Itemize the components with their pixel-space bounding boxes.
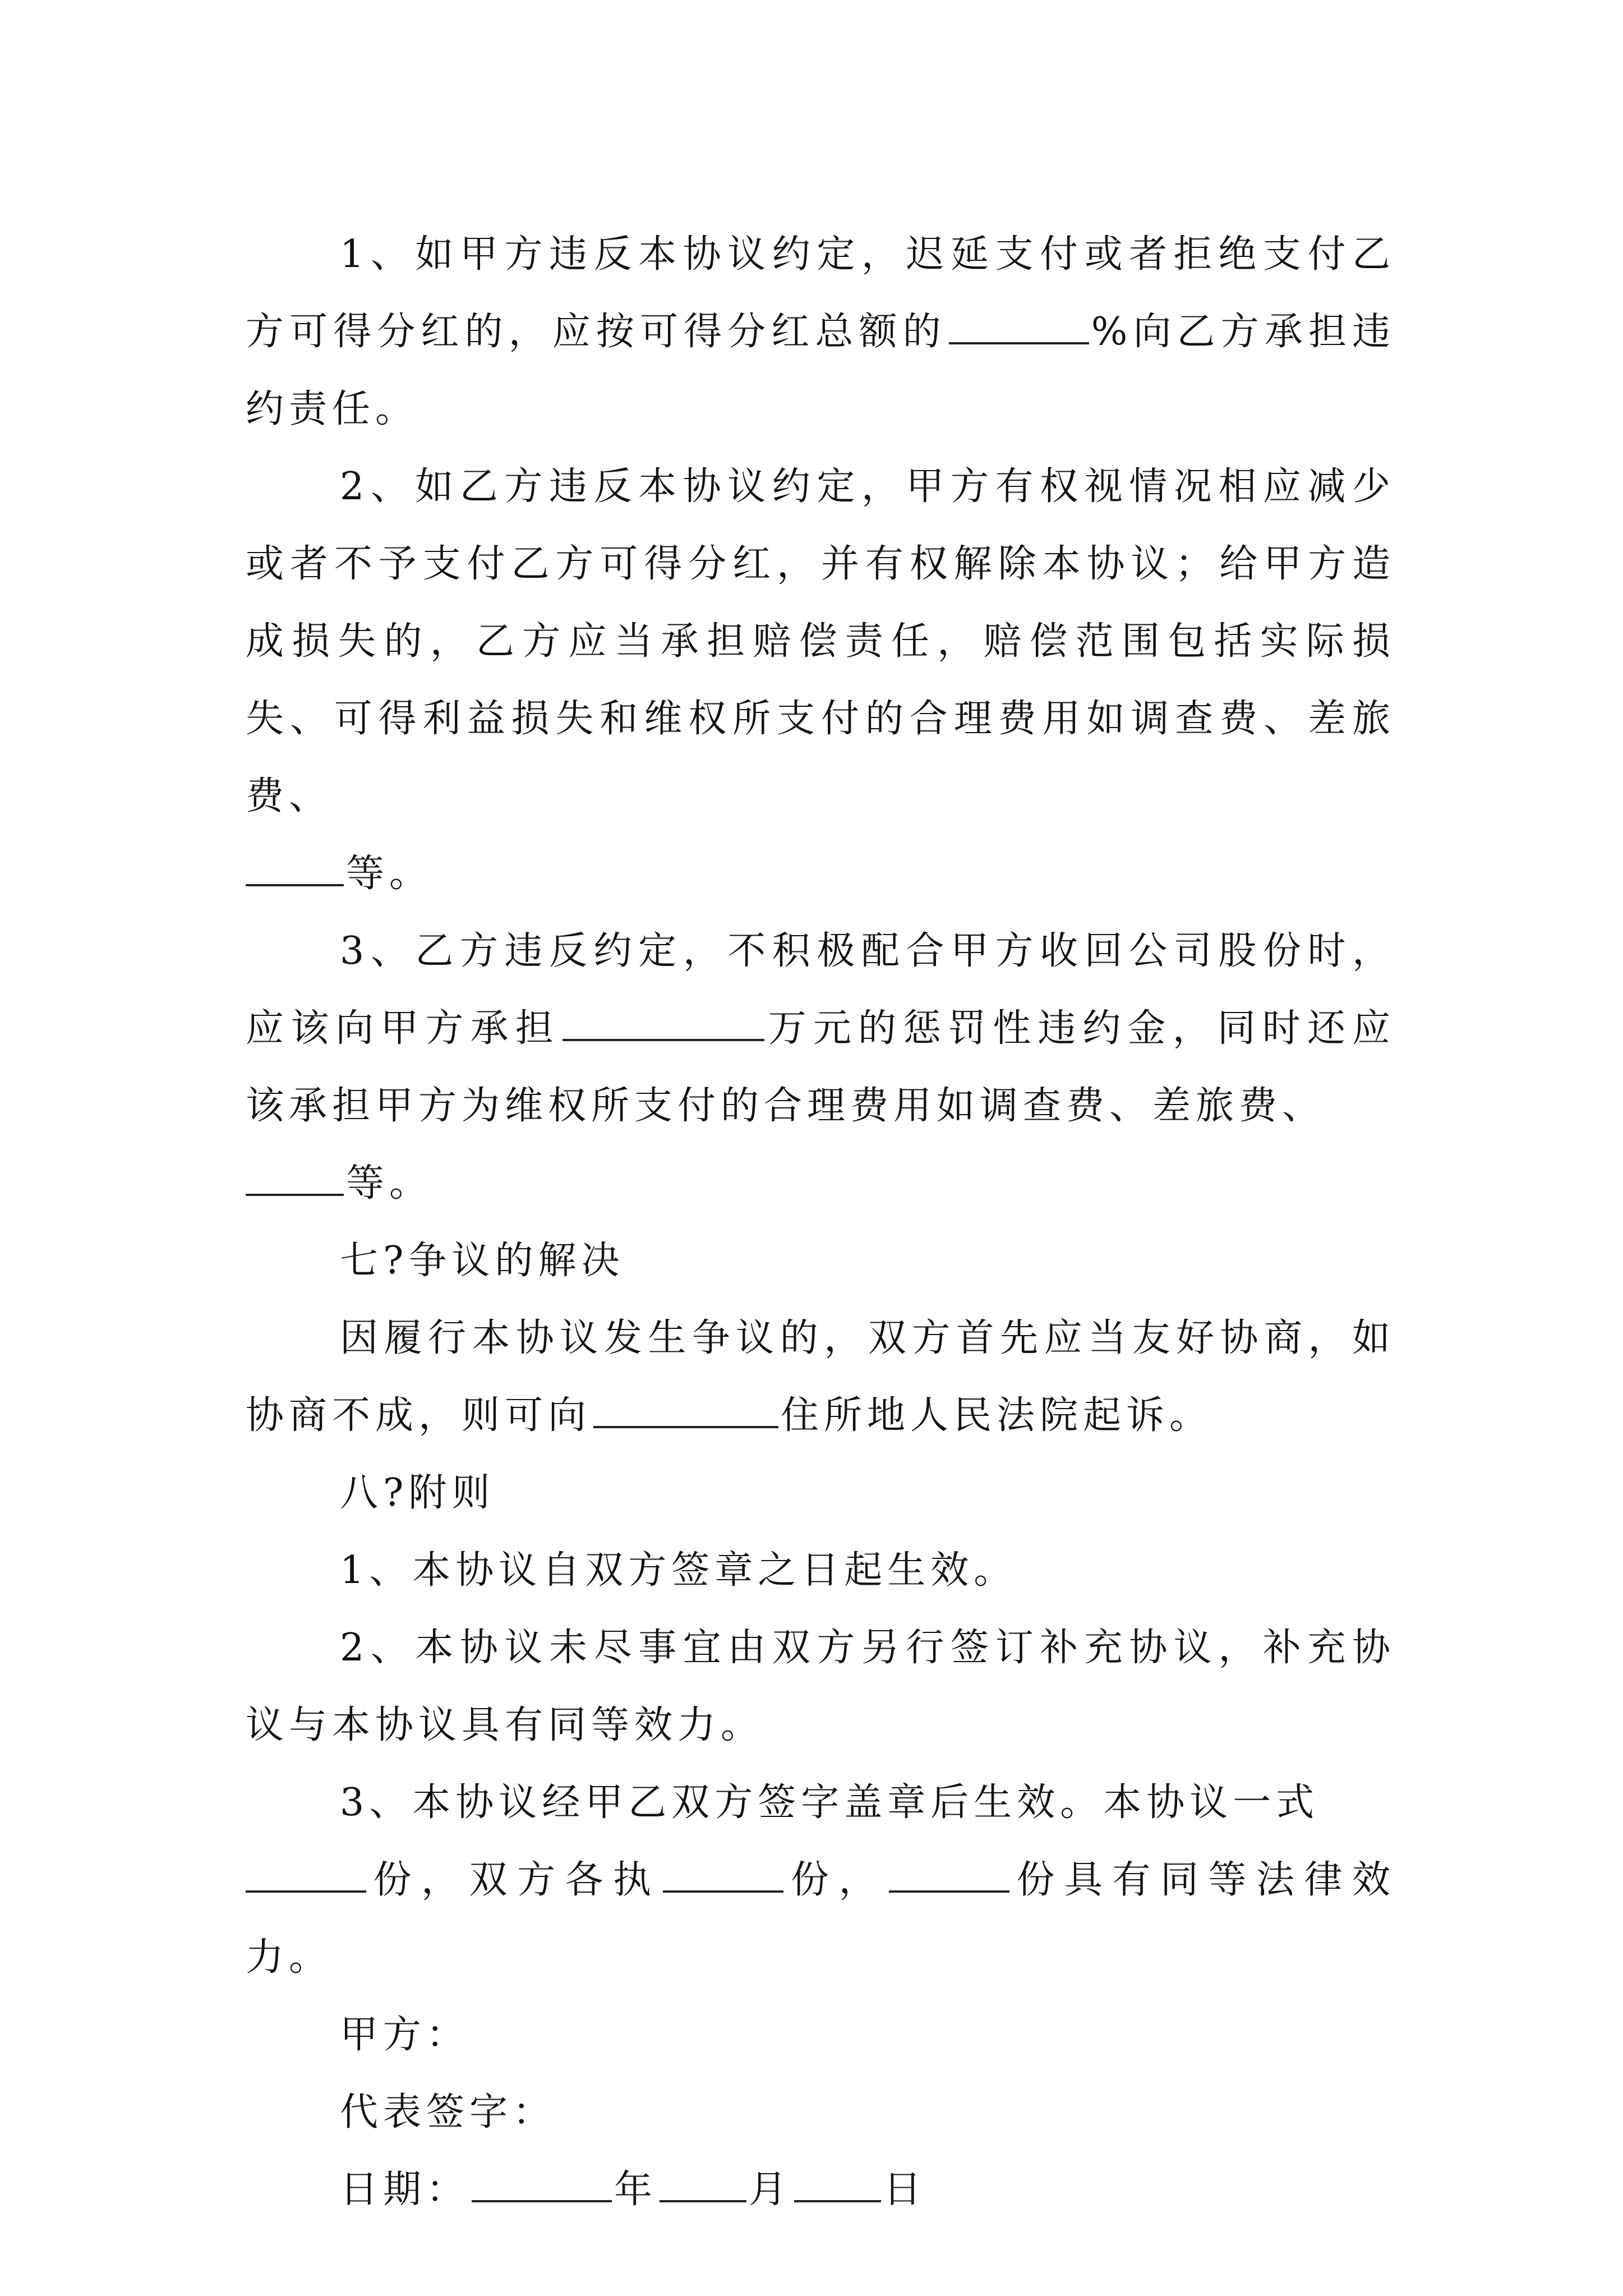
supplementary-3-text: 3、本协议经甲乙双方签字盖章后生效。本协议一式 [340, 1780, 1320, 1825]
document-body [246, 216, 1395, 2229]
total-copies-blank [246, 1859, 366, 1893]
percent-blank [949, 311, 1089, 344]
clause-paragraph-1 [246, 216, 1395, 448]
clause-3-text: 3、乙方违反约定，不积极配合甲方收回公司股份时，应该向甲方承担 [246, 929, 1395, 1051]
clause-paragraph-3 [246, 913, 1395, 1222]
other-expenses-blank [246, 853, 344, 886]
court-location-blank [593, 1395, 778, 1428]
representative-signature-label: 代表签字： [340, 2090, 556, 2134]
day-blank [794, 2169, 881, 2202]
clause-1-tail: %向乙方承担违约责任。 [246, 310, 1395, 431]
supplementary-clause-3 [246, 1764, 1395, 1996]
clause-2-tail: 等。 [346, 852, 433, 896]
party-a-label: 甲方： [340, 2013, 470, 2057]
section-heading-dispute: 七?争议的解决 [340, 1239, 625, 1283]
supplementary-3-tail: 份具有同等法律效力。 [246, 1858, 1395, 1980]
clause-3-middle: 万元的惩罚性违约金，同时还应该承担甲方为维权所支付的合理费用如调查费、差旅费、 [246, 1006, 1395, 1128]
section-heading-supplementary: 八?附则 [340, 1471, 495, 1515]
other-expenses-blank-2 [246, 1162, 344, 1196]
date-line [246, 2151, 1395, 2229]
supplementary-3-part3: 份， [786, 1858, 887, 1902]
each-party-copies-blank [663, 1859, 783, 1893]
penalty-amount-blank [562, 1007, 764, 1041]
dispute-paragraph [246, 1300, 1395, 1455]
month-blank [660, 2169, 746, 2202]
clause-1-text: 1、如甲方违反本协议约定，迟延支付或者拒绝支付乙方可得分红的，应按可得分红总额的 [246, 232, 1395, 354]
clause-paragraph-2 [246, 448, 1395, 913]
clause-3-tail: 等。 [346, 1161, 433, 1205]
equal-effect-copies-blank [889, 1859, 1009, 1893]
dispute-tail: 住所地人民法院起诉。 [781, 1393, 1213, 1438]
dispute-text: 因履行本协议发生争议的，双方首先应当友好协商，如协商不成，则可向 [246, 1316, 1395, 1438]
month-label: 月 [749, 2168, 792, 2212]
year-label: 年 [614, 2168, 658, 2212]
clause-2-text: 2、如乙方违反本协议约定，甲方有权视情况相应减少或者不予支付乙方可得分红，并有权解除本协议；给甲方造成损失的，乙方应当承担赔偿责任，赔偿范围包括实际损失、可得利益损失和维权所支付的合理费用如调查费、差旅费、 [246, 464, 1395, 818]
year-blank [472, 2169, 612, 2202]
supplementary-clause-1: 1、本协议自双方签章之日起生效。 [340, 1548, 1017, 1593]
day-label: 日 [883, 2168, 927, 2212]
supplementary-clause-2: 2、本协议未尽事宜由双方另行签订补充协议，补充协议与本协议具有同等效力。 [246, 1626, 1395, 1747]
supplementary-3-part2: 份，双方各执 [368, 1858, 661, 1902]
date-label: 日期： [340, 2168, 470, 2212]
